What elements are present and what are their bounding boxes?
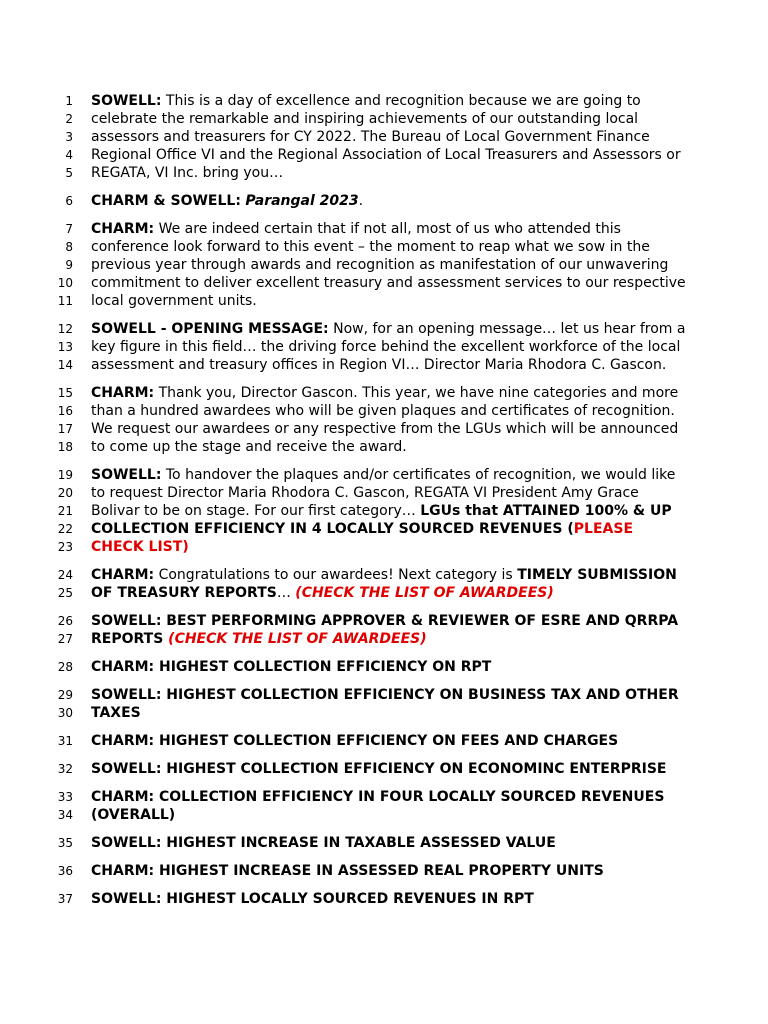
text-segment: (OVERALL) [91,807,176,823]
line-number: 32 [57,762,73,776]
script-line [0,732,768,750]
text-segment: LGUs that ATTAINED 100% & UP [420,503,672,519]
script-line [0,630,768,648]
text-segment: CHARM: [91,221,155,237]
line-text [91,612,678,630]
script-line [0,256,768,274]
line-text [91,92,641,110]
script-line [0,110,768,128]
script-line [0,566,768,584]
line-number: 15 [57,386,73,400]
text-segment: TIMELY SUBMISSION [517,567,677,583]
text-segment: We are indeed certain that if not all, most of us who attended this [154,221,621,237]
text-segment: COLLECTION EFFICIENCY IN 4 LOCALLY SOURCED REVENUES ( [91,521,574,537]
line-text [91,834,556,852]
line-text [91,438,407,456]
text-segment: CHARM: [91,567,155,583]
script-line [0,806,768,824]
text-segment: key figure in this field… the driving force behind the excellent workforce of the local [91,339,681,355]
line-number: 5 [65,166,73,180]
line-number: 27 [57,632,73,646]
text-segment: CHARM: HIGHEST COLLECTION EFFICIENCY ON RPT [91,659,492,675]
line-number: 7 [65,222,73,236]
line-text [91,630,427,648]
script-line [0,502,768,520]
line-text [91,704,141,722]
line-number: 20 [57,486,73,500]
line-number: 34 [57,808,73,822]
script-line [0,164,768,182]
script-line [0,384,768,402]
line-number: 22 [57,522,73,536]
text-segment: CHARM: HIGHEST COLLECTION EFFICIENCY ON FEES AND CHARGES [91,733,619,749]
text-segment: Parangal 2023 [245,193,359,209]
line-text [91,356,666,374]
text-segment: PLEASE [573,521,634,537]
script-line [0,658,768,676]
line-number: 35 [57,836,73,850]
line-number: 36 [57,864,73,878]
line-text [91,502,672,520]
text-segment: to request Director Maria Rhodora C. Gascon, REGATA VI President Amy Grace [91,485,639,501]
line-number: 16 [57,404,73,418]
text-segment: CHARM & SOWELL: [91,193,241,209]
text-segment: To handover the plaques and/or certificates of recognition, we would like [161,467,676,483]
text-segment: CHARM: COLLECTION EFFICIENCY IN FOUR LOCALLY SOURCED REVENUES [91,789,665,805]
script-line [0,220,768,238]
text-segment: assessment and treasury offices in Region VI… Director Maria Rhodora C. Gascon. [91,357,667,373]
text-segment: . [358,193,364,209]
text-segment: Regional Office VI and the Regional Association of Local Treasurers and Assessors or [91,147,681,163]
text-segment: Bolivar to be on stage. For our first category… [91,503,421,519]
text-segment: assessors and treasurers for CY 2022. The Bureau of Local Government Finance [91,129,650,145]
line-number: 10 [57,276,73,290]
script-line [0,466,768,484]
text-segment: TAXES [91,705,141,721]
text-segment: SOWELL: HIGHEST COLLECTION EFFICIENCY ON ECONOMINC ENTERPRISE [91,761,667,777]
line-number: 37 [57,892,73,906]
line-text [91,788,664,806]
text-segment: OF TREASURY REPORTS [91,585,277,601]
line-text [91,110,638,128]
script-line [0,238,768,256]
line-number: 8 [65,240,73,254]
text-segment: celebrate the remarkable and inspiring achievements of our outstanding local [91,111,639,127]
text-segment: local government units. [91,293,257,309]
text-segment: We request our awardees or any respective from the LGUs which will be announced [91,421,679,437]
line-text [91,466,675,484]
script-line [0,520,768,538]
text-segment: REGATA, VI Inc. bring you… [91,165,284,181]
script-line [0,274,768,292]
line-number: 9 [65,258,73,272]
script-line [0,862,768,880]
text-segment: Now, for an opening message… let us hear from a [328,321,686,337]
script-line [0,320,768,338]
line-text [91,890,534,908]
text-segment: This is a day of excellence and recognition because we are going to [161,93,641,109]
script-line [0,338,768,356]
text-segment: SOWELL: BEST PERFORMING APPROVER & REVIEWER OF ESRE AND QRRPA [91,613,679,629]
line-number: 30 [57,706,73,720]
text-segment: SOWELL: HIGHEST COLLECTION EFFICIENCY ON BUSINESS TAX AND OTHER [91,687,679,703]
text-segment: conference look forward to this event – the moment to reap what we sow in the [91,239,650,255]
line-text [91,192,363,210]
text-segment: than a hundred awardees who will be given plaques and certificates of recognition. [91,403,675,419]
script-line [0,438,768,456]
script-line [0,192,768,210]
line-text [91,686,679,704]
line-number: 28 [57,660,73,674]
script-line [0,834,768,852]
text-segment: SOWELL: [91,467,162,483]
line-number: 14 [57,358,73,372]
line-text [91,292,257,310]
line-number: 6 [65,194,73,208]
script-line [0,292,768,310]
line-text [91,256,668,274]
line-text [91,420,678,438]
script-line [0,538,768,556]
text-segment: (CHECK THE LIST OF AWARDEES) [295,585,554,601]
script-line [0,760,768,778]
script-line [0,612,768,630]
line-text [91,220,621,238]
line-number: 24 [57,568,73,582]
line-number: 31 [57,734,73,748]
line-number: 33 [57,790,73,804]
line-number: 4 [65,148,73,162]
script-line [0,890,768,908]
script-line [0,402,768,420]
text-segment: CHARM: [91,385,155,401]
text-segment: … [276,585,296,601]
line-text [91,806,175,824]
script-line [0,356,768,374]
line-text [91,538,189,556]
line-text [91,384,678,402]
script-line [0,484,768,502]
script-line [0,92,768,110]
line-number: 21 [57,504,73,518]
text-segment: previous year through awards and recognition as manifestation of our unwavering [91,257,669,273]
line-text [91,520,633,538]
line-number: 12 [57,322,73,336]
text-segment: to come up the stage and receive the award. [91,439,407,455]
text-segment: SOWELL: HIGHEST LOCALLY SOURCED REVENUES IN RPT [91,891,534,907]
text-segment: commitment to deliver excellent treasury and assessment services to our respective [91,275,686,291]
script-line [0,686,768,704]
text-segment: Congratulations to our awardees! Next category is [154,567,518,583]
line-text [91,320,685,338]
script-line [0,788,768,806]
line-number: 25 [57,586,73,600]
text-segment: CHARM: HIGHEST INCREASE IN ASSESSED REAL PROPERTY UNITS [91,863,604,879]
line-text [91,402,675,420]
script-line [0,584,768,602]
line-number: 17 [57,422,73,436]
text-segment: CHECK LIST) [91,539,189,555]
line-text [91,146,681,164]
line-number: 23 [57,540,73,554]
text-segment: SOWELL - OPENING MESSAGE: [91,321,329,337]
line-number: 18 [57,440,73,454]
line-text [91,128,650,146]
line-text [91,274,686,292]
script-line [0,128,768,146]
text-segment: (CHECK THE LIST OF AWARDEES) [168,631,427,647]
line-text [91,338,680,356]
line-number: 11 [57,294,73,308]
line-text [91,658,491,676]
script-line [0,420,768,438]
line-number: 19 [57,468,73,482]
line-number: 2 [65,112,73,126]
text-segment: SOWELL: [91,93,162,109]
line-text [91,760,667,778]
line-text [91,862,604,880]
line-number: 29 [57,688,73,702]
line-number: 1 [65,94,73,108]
line-number: 3 [65,130,73,144]
script-line [0,146,768,164]
line-number: 26 [57,614,73,628]
line-text [91,732,618,750]
text-segment: SOWELL: HIGHEST INCREASE IN TAXABLE ASSESSED VALUE [91,835,556,851]
text-segment: REPORTS [91,631,169,647]
line-text [91,584,554,602]
line-text [91,566,677,584]
line-text [91,238,650,256]
line-text [91,484,639,502]
line-text [91,164,283,182]
line-number: 13 [57,340,73,354]
text-segment: Thank you, Director Gascon. This year, we have nine categories and more [154,385,679,401]
script-line [0,704,768,722]
